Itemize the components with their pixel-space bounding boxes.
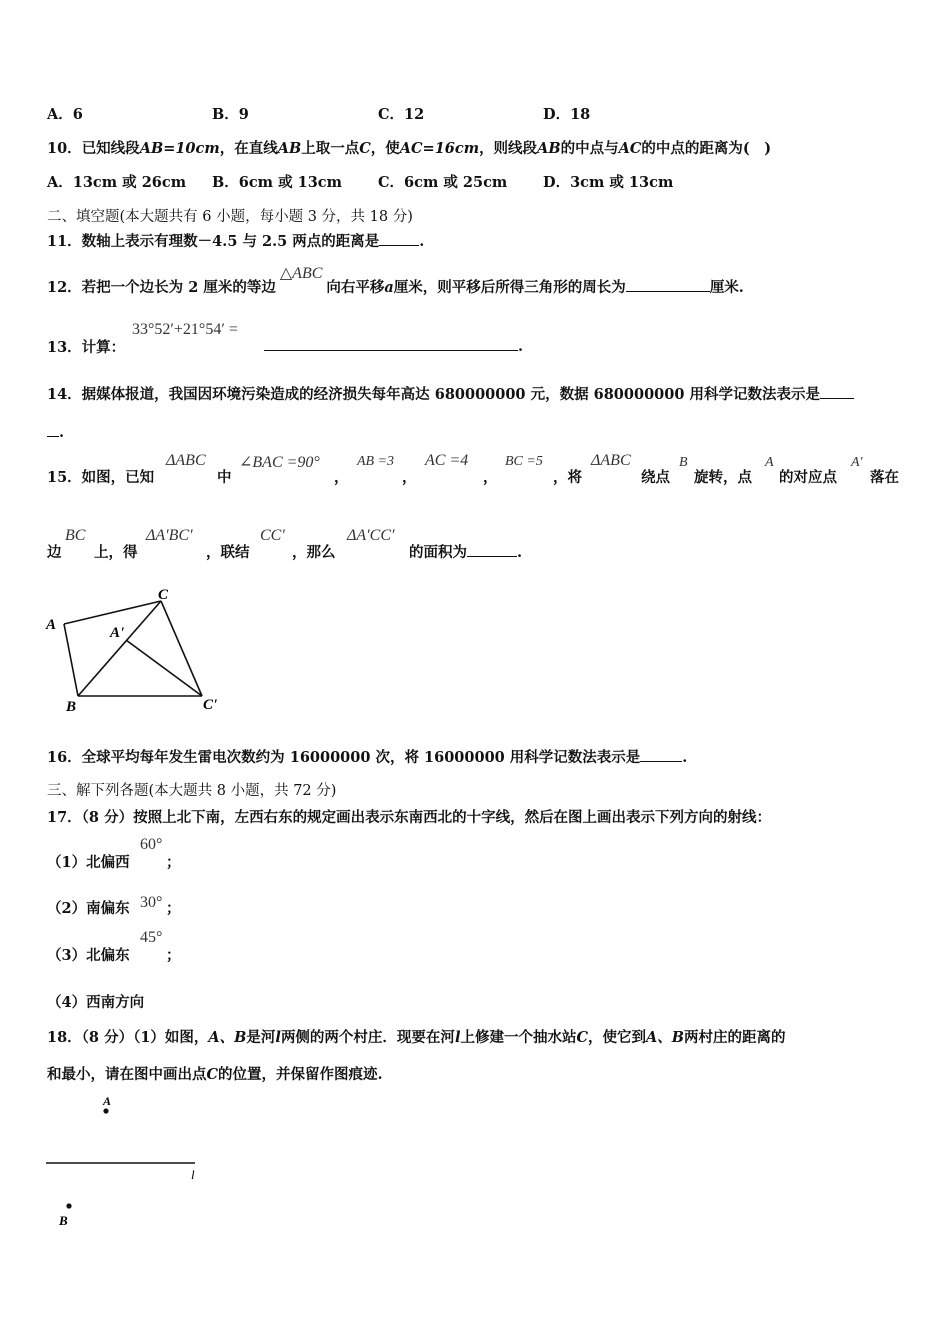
q17-stem: 17．（8 分）按照上北下南，左西右东的规定画出表示东南西北的十字线，然后在图上画出表示下列方向的射线： [47, 809, 772, 826]
q17-semicolon-2: ； [166, 900, 181, 917]
q11-stem [47, 230, 424, 251]
q10-text-d: ，使 [370, 140, 400, 157]
q13-end: . [518, 338, 524, 355]
q18-ab: A、B [208, 1029, 247, 1046]
q15-triangle-prime: ΔA′BC′ [146, 527, 193, 544]
q10-option-c: C．6cm 或 25cm [378, 174, 508, 191]
q18-text-a: 18．（8 分）（1）如图， [47, 1029, 209, 1046]
label-a-prime: A' [110, 625, 125, 641]
q15-area-label: 的面积为 [409, 544, 467, 561]
q17-item-3: （3）北偏东 [47, 947, 130, 964]
q14-stem [47, 383, 854, 404]
q10-c: C [359, 140, 371, 157]
q13-answer [264, 336, 523, 355]
q15-corresponding: 的对应点 [779, 469, 837, 486]
q13-answer-blank[interactable] [264, 336, 518, 351]
q11-text: 11．数轴上表示有理数－4.5 与 2.5 两点的距离是 [47, 233, 380, 250]
q15-bc-5: BC =5 [505, 454, 543, 469]
q12-stem [47, 265, 744, 297]
q10-text-c: 上取一点 [301, 140, 360, 157]
label-village-a: A [103, 1094, 112, 1108]
q12-triangle: △ABC [279, 265, 323, 282]
q15-side: 边 [47, 544, 62, 561]
q10-option-b: B．6cm 或 13cm [212, 174, 342, 191]
q17-item-2: （2）南偏东 [47, 900, 130, 917]
q15-point-a: A [765, 455, 774, 470]
q17-item-1: （1）北偏西 [47, 854, 130, 871]
label-village-b: B [59, 1213, 68, 1228]
q10-option-a: A．13cm 或 26cm [47, 174, 187, 191]
q9-option-a: A．6 [47, 106, 83, 123]
q15-ac-4: AC =4 [425, 452, 469, 469]
q10-text-f: 的中点与 [560, 140, 619, 157]
segment-ab [64, 624, 78, 696]
q11-answer-blank[interactable] [379, 231, 419, 246]
q13-expression: 33°52′+21°54′ = [132, 321, 238, 338]
q17-semicolon-1: ； [166, 854, 181, 871]
q15-triangle-acc: ΔA′CC′ [347, 527, 395, 544]
q15-ab-3: AB =3 [357, 454, 395, 469]
q18-text-c: 两侧的两个村庄．现要在河 [280, 1029, 455, 1046]
q18-figure [40, 1090, 220, 1235]
q18-l: l [275, 1029, 281, 1046]
q9-option-c: C．12 [378, 106, 425, 123]
q14-answer-blank-1[interactable] [820, 384, 854, 399]
q16-stem [47, 746, 687, 767]
q15-rotate-text: ，将 [553, 469, 582, 486]
q15-comma-2: ， [402, 469, 417, 486]
q10-ac: AC [618, 140, 642, 157]
q15-area-text [409, 541, 522, 562]
q15-bc: BC [65, 527, 86, 544]
q15-figure [40, 582, 240, 717]
q14-text: 14．据媒体报道，我国因环境污染造成的经济损失每年高达 680000000 元，数据 680000000 用科学记数法表示是 [47, 386, 820, 403]
q18-stem-line1 [47, 1026, 786, 1047]
q12-text-a: 12．若把一个边长为 2 厘米的等边 [47, 279, 276, 296]
label-b: B [66, 699, 77, 715]
point-b [66, 1203, 71, 1208]
q10-option-d: D．3cm 或 13cm [543, 174, 674, 191]
q10-cm2: cm [454, 140, 480, 157]
q10-ab: AB [277, 140, 302, 157]
q17-item-4: （4）西南方向 [47, 994, 145, 1011]
q16-answer-blank[interactable] [640, 747, 682, 762]
q14-answer-blank-2[interactable] [47, 422, 59, 437]
q15-rotate-point: 旋转，点 [694, 469, 752, 486]
q18-text-d: 上修建一个抽水站 [460, 1029, 577, 1046]
q10-number: 10． [47, 140, 82, 157]
q17-degree-3: 45° [140, 929, 163, 946]
q18-c: C [576, 1029, 588, 1046]
q14-stem-cont [47, 422, 64, 441]
section2-title: 二、填空题(本大题共有 6 小题，每小题 3 分，共 18 分) [47, 209, 413, 225]
q16-end: . [682, 749, 688, 766]
q17-degree-2: 30° [140, 894, 163, 911]
q10-ac-eq: AC=16 [399, 140, 455, 157]
label-c: C [158, 587, 169, 603]
q17-degree-1: 60° [140, 836, 163, 853]
q10-ab-eq: AB=10 [139, 140, 196, 157]
label-c-prime: C' [203, 697, 218, 713]
label-river-l: l [191, 1167, 195, 1182]
q15-point-a-prime: A′ [851, 455, 863, 470]
q15-cc-prime: CC′ [260, 527, 285, 544]
q15-triangle-abc-2: ΔABC [591, 452, 631, 469]
q18-l2: l [454, 1029, 461, 1046]
q12-text-d: 厘米. [709, 279, 744, 296]
label-a: A [46, 617, 57, 633]
q18-text-e: ，使它到 [588, 1029, 646, 1046]
q10-text-a: 已知线段 [81, 140, 140, 157]
q13-label: 13．计算： [47, 339, 126, 356]
q12-answer-blank[interactable] [626, 277, 710, 292]
q10-stem [47, 137, 771, 158]
q15-in: 中 [217, 469, 232, 486]
q15-then: ，那么 [292, 544, 336, 561]
section3-title: 三、解下列各题(本大题共 8 小题，共 72 分) [47, 783, 337, 799]
q18-text-g: 和最小，请在图中画出点 [47, 1066, 207, 1083]
q15-around-point: 绕点 [641, 469, 670, 486]
point-a [103, 1108, 108, 1113]
q15-falls-on: 落在 [870, 469, 899, 486]
q15-point-b: B [679, 455, 688, 470]
q16-text: 16．全球平均每年发生雷电次数约为 16000000 次，将 16000000 用科学记数法表示是 [47, 749, 641, 766]
q18-text-h: 的位置，并保留作图痕迹. [218, 1066, 383, 1083]
q15-end: . [517, 544, 523, 561]
q15-angle-bac: ∠BAC =90° [239, 454, 320, 471]
q18-ab2: A、B [646, 1029, 685, 1046]
q12-a: a [384, 279, 394, 296]
q14-end: . [59, 424, 65, 441]
q15-get: 上，得 [94, 544, 138, 561]
q10-text-e: ，则线段 [479, 140, 538, 157]
q15-answer-blank[interactable] [467, 542, 517, 557]
q18-c2: C [206, 1066, 219, 1083]
segment-bc [78, 601, 161, 696]
q18-text-f: 两村庄的距离的 [684, 1029, 786, 1046]
q15-triangle-abc: ΔABC [166, 452, 206, 469]
q10-text-g: 的中点的距离为( ) [641, 140, 772, 157]
q10-cm1: cm [195, 140, 220, 157]
q12-text-b: 向右平移 [326, 279, 385, 296]
q10-text-b: ，在直线 [219, 140, 278, 157]
q9-option-d: D．18 [543, 106, 591, 123]
q17-semicolon-3: ； [166, 947, 181, 964]
q10-ab2: AB [537, 140, 561, 157]
q11-end: . [419, 233, 425, 250]
segment-ac [64, 601, 161, 624]
q15-comma-1: ， [334, 469, 349, 486]
q18-stem-line2 [47, 1063, 383, 1084]
q12-text-c: 厘米，则平移后所得三角形的周长为 [393, 279, 626, 296]
q15-comma-3: ， [483, 469, 498, 486]
q15-number-text: 15．如图，已知 [47, 469, 155, 486]
q9-option-b: B．9 [212, 106, 249, 123]
q15-connect: ，联结 [206, 544, 250, 561]
q18-text-b: 是河 [246, 1029, 276, 1046]
